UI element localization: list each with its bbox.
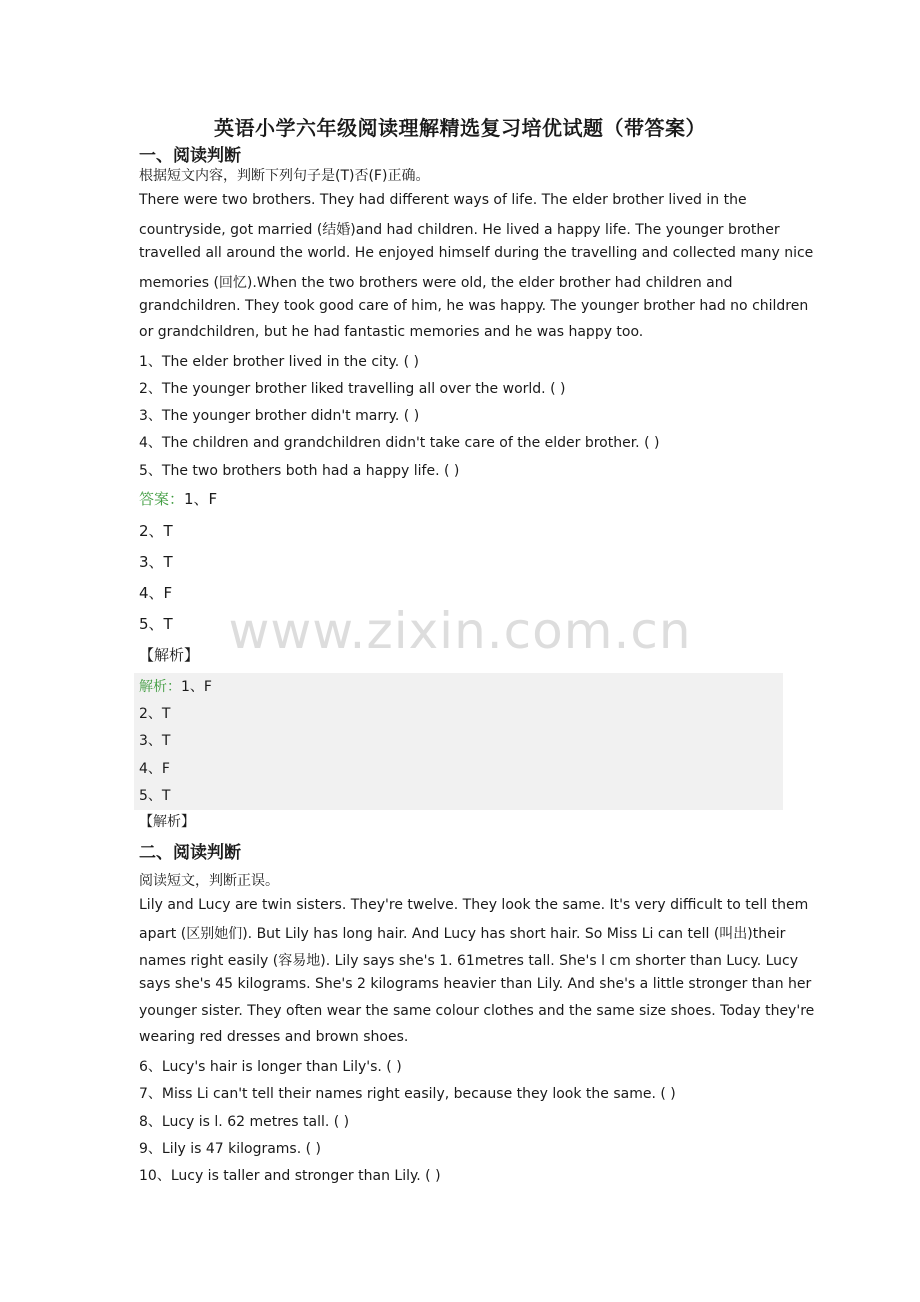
passage-2-line: younger sister. They often wear the same colour clothes and the same size shoes. Today they're	[139, 1003, 815, 1019]
explanation-box	[134, 673, 783, 810]
passage-1-line: countryside, got married (结婚)and had children. He lived a happy life. The younger brother	[139, 222, 780, 238]
explanation-item: 3、T	[139, 733, 171, 749]
explanation-item: 4、F	[139, 761, 170, 777]
explanation-label: 解析：	[139, 679, 181, 695]
answer-item: 4、F	[139, 584, 173, 602]
explanation-item: 2、T	[139, 706, 171, 722]
explanation-item: 1、F	[181, 679, 212, 695]
question-item: 6、Lucy's hair is longer than Lily's. ( )	[139, 1059, 402, 1075]
answer-item: 3、T	[139, 553, 173, 571]
explanation-line-1	[139, 676, 212, 696]
question-item: 2、The younger brother liked travelling all over the world. ( )	[139, 381, 566, 397]
passage-2-line: says she's 45 kilograms. She's 2 kilograms heavier than Lily. And she's a little stronger than her	[139, 976, 812, 992]
section-1-instruction: 根据短文内容，判断下列句子是(T)否(F)正确。	[139, 168, 430, 184]
explanation-item: 5、T	[139, 788, 171, 804]
section-2-heading: 二、阅读判断	[139, 843, 241, 863]
passage-1-line: grandchildren. They took good care of him, he was happy. The younger brother had no children	[139, 298, 809, 314]
page-title: 英语小学六年级阅读理解精选复习培优试题（带答案）	[214, 116, 706, 140]
passage-2-line: apart (区别她们). But Lily has long hair. And Lucy has short hair. So Miss Li can tell (叫出)their	[139, 926, 786, 942]
question-item: 8、Lucy is l. 62 metres tall. ( )	[139, 1114, 350, 1130]
answer-item: 1、F	[184, 490, 218, 508]
question-item: 5、The two brothers both had a happy life. ( )	[139, 463, 460, 479]
question-item: 9、Lily is 47 kilograms. ( )	[139, 1141, 321, 1157]
answer-label: 答案：	[139, 490, 185, 508]
watermark: www.zixin.com.cn	[228, 602, 692, 660]
question-item: 7、Miss Li can't tell their names right easily, because they look the same. ( )	[139, 1086, 676, 1102]
passage-2-line: wearing red dresses and brown shoes.	[139, 1029, 409, 1045]
passage-2-line: Lily and Lucy are twin sisters. They're twelve. They look the same. It's very difficult to tell them	[139, 897, 809, 913]
question-item: 1、The elder brother lived in the city. ( )	[139, 354, 419, 370]
answer-line-1	[139, 488, 217, 509]
question-item: 3、The younger brother didn't marry. ( )	[139, 408, 420, 424]
passage-1-line: memories (回忆).When the two brothers were old, the elder brother had children and	[139, 275, 733, 291]
section-1-heading: 一、阅读判断	[139, 146, 241, 166]
answer-item: 5、T	[139, 615, 173, 633]
analysis-heading-2: 【解析】	[139, 814, 195, 830]
section-2-instruction: 阅读短文，判断正误。	[139, 873, 279, 889]
answer-item: 2、T	[139, 522, 173, 540]
question-item: 4、The children and grandchildren didn't take care of the elder brother. ( )	[139, 435, 660, 451]
analysis-heading: 【解析】	[139, 646, 200, 664]
question-item: 10、Lucy is taller and stronger than Lily. ( )	[139, 1168, 441, 1184]
passage-1-line: or grandchildren, but he had fantastic memories and he was happy too.	[139, 324, 644, 340]
passage-1-line: travelled all around the world. He enjoyed himself during the travelling and collected many nice	[139, 245, 814, 261]
passage-1-line: There were two brothers. They had different ways of life. The elder brother lived in the	[139, 192, 747, 208]
passage-2-line: names right easily (容易地). Lily says she's 1. 61metres tall. She's l cm shorter than Lucy. Lucy	[139, 953, 798, 969]
